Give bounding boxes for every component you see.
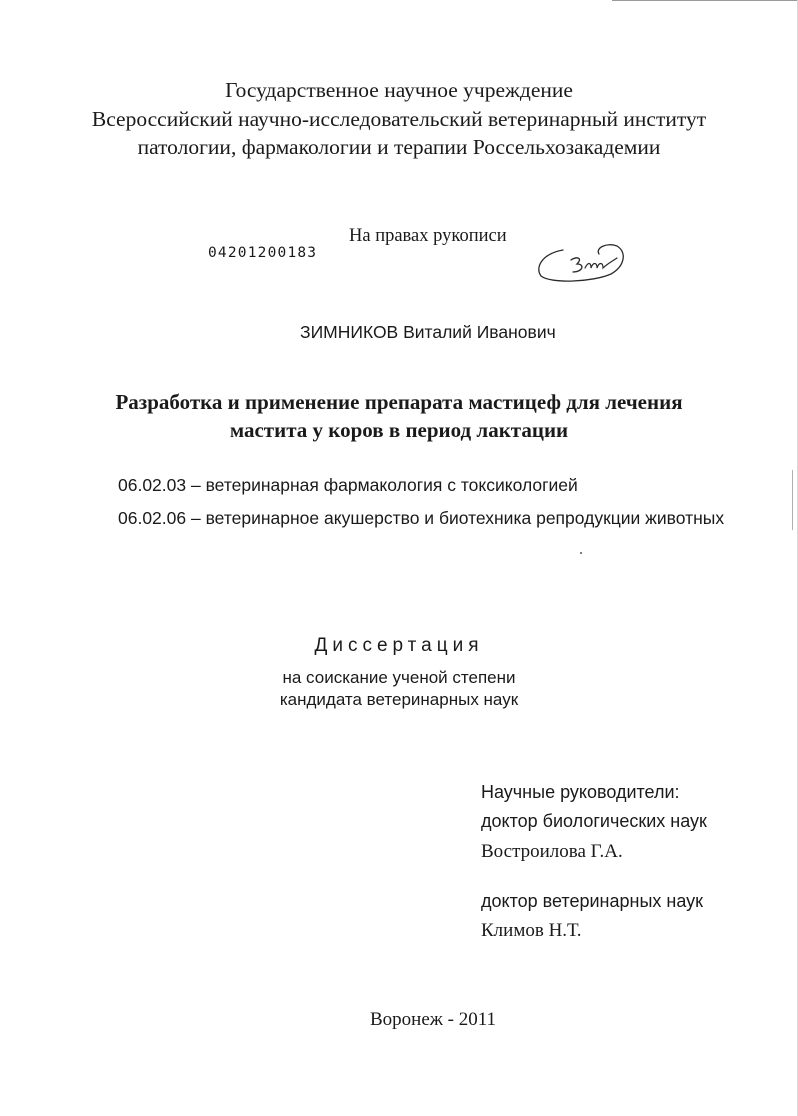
place-year: Воронеж - 2011 <box>370 1009 497 1030</box>
supervisor-2-title: доктор ветеринарных наук <box>481 891 704 911</box>
institution-line-1: Государственное научное учреждение <box>225 78 573 102</box>
degree-line-1: на соискание ученой степени <box>282 668 516 687</box>
supervisor-1-name: Востроилова Г.А. <box>481 841 623 862</box>
supervisor-2-name: Климов Н.Т. <box>481 920 582 941</box>
degree-line-2: кандидата ветеринарных наук <box>279 690 519 709</box>
scan-dot <box>580 552 582 554</box>
signature <box>533 238 633 288</box>
scan-edge-line <box>612 0 798 1</box>
registration-code: 04201200183 <box>208 245 318 261</box>
dissertation-title-line-2: мастита у коров в период лактации <box>229 418 569 442</box>
scan-edge-line <box>792 470 793 530</box>
dissertation-title-line-1: Разработка и применение препарата мастицеф для лечения <box>115 390 683 414</box>
institution-line-3: патологии, фармакологии и терапии Россельхозакадемии <box>137 135 661 159</box>
document-type: Диссертация <box>314 635 484 656</box>
institution-line-2: Всероссийский научно-исследовательский ветеринарный институт <box>91 107 707 131</box>
author-name: ЗИМНИКОВ Виталий Иванович <box>300 322 556 342</box>
specialty-2: 06.02.06 – ветеринарное акушерство и биотехника репродукции животных <box>118 508 725 528</box>
specialty-1: 06.02.03 – ветеринарная фармакология с токсикологией <box>118 475 578 495</box>
supervisor-1-title: доктор биологических наук <box>481 811 707 831</box>
supervisors-heading: Научные руководители: <box>481 782 680 802</box>
manuscript-note: На правах рукописи <box>349 226 507 246</box>
